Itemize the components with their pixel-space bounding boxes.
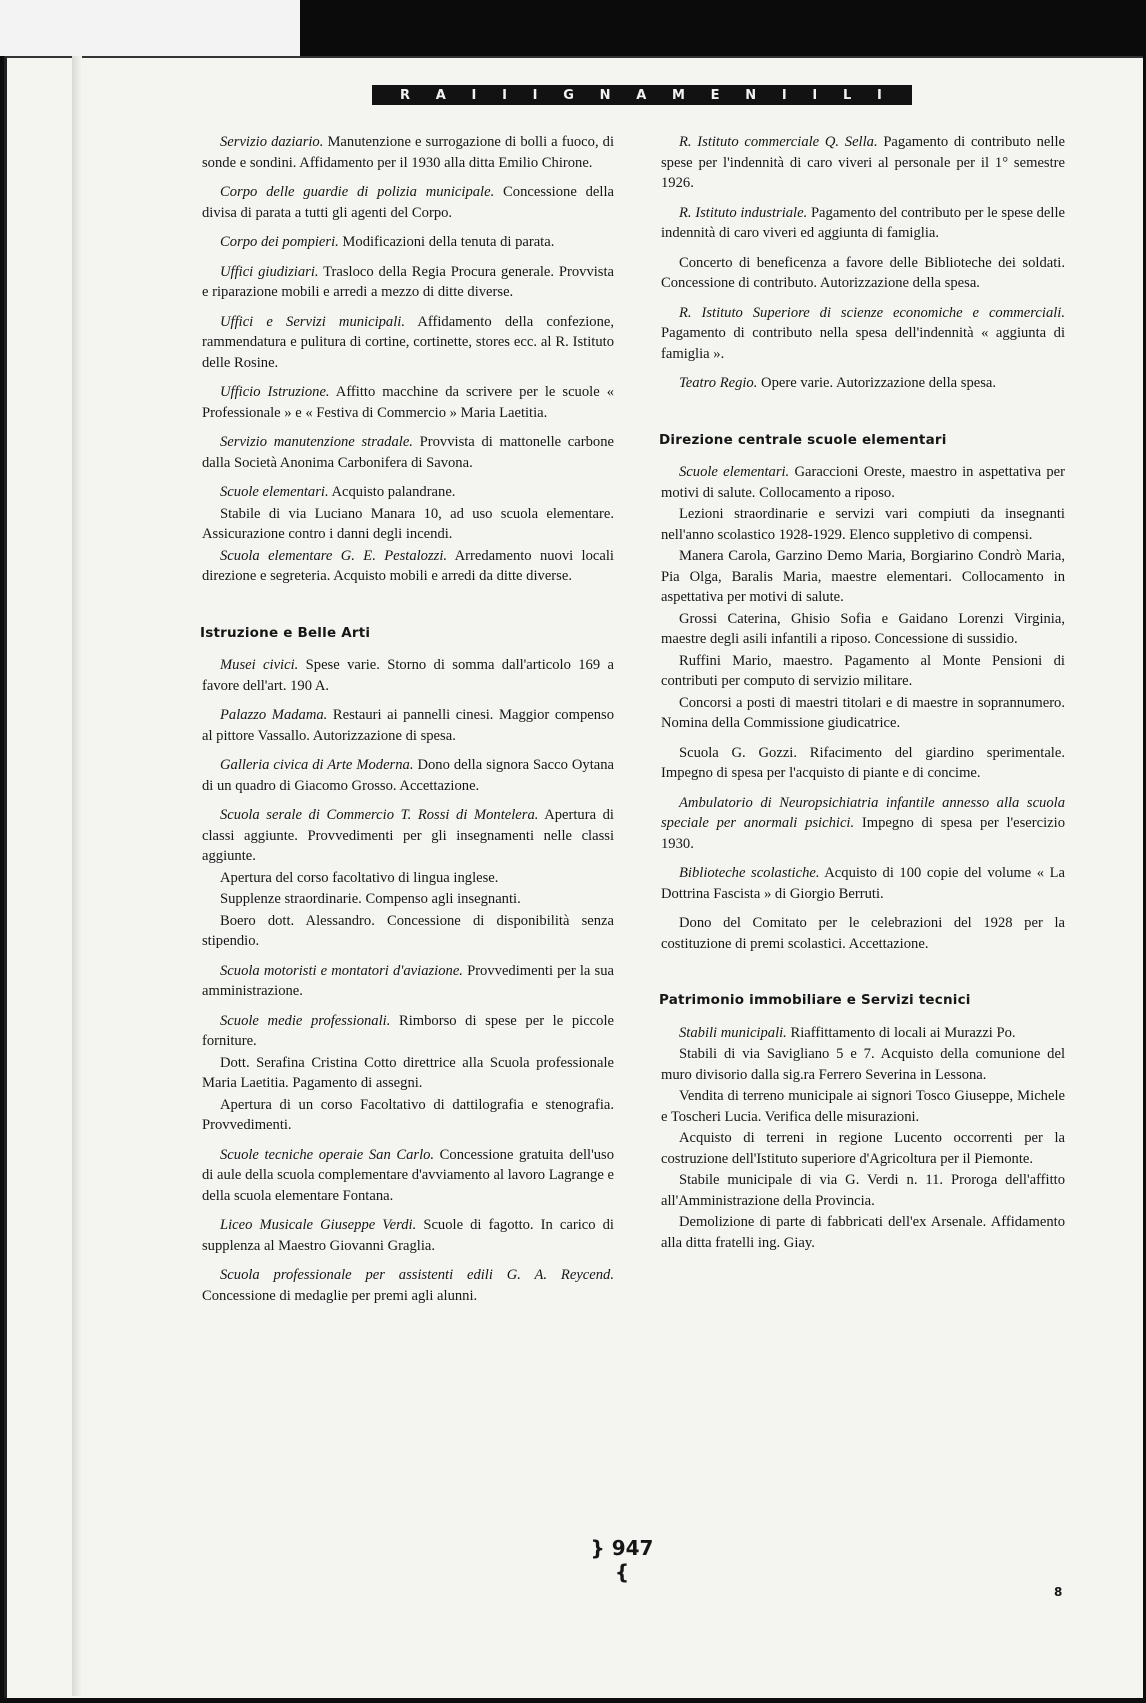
entry-text: Ruffini Mario, maestro. Pagamento al Monte Pensioni di contributi per computo di servizio militare. xyxy=(661,652,1065,689)
entry-text: Grossi Caterina, Ghisio Sofia e Gaidano Lorenzi Virginia, maestre degli asili infantili a riposo. Concessione di sussidio. xyxy=(661,610,1065,647)
banner-letter: G xyxy=(563,87,576,103)
entry-paragraph xyxy=(661,1212,1065,1253)
banner-letter: I xyxy=(781,87,789,103)
entry-paragraph xyxy=(661,609,1065,650)
entry-paragraph xyxy=(661,373,1065,394)
entry-text: Pagamento di contributo nella spesa dell'indennità « aggiunta di famiglia ». xyxy=(661,325,1065,362)
entry-text: Concessione gratuita dell'uso di aule della scuola complementare d'avviamento al lavoro Lagrange e della scuola elementare Fontana. xyxy=(202,1146,614,1204)
entry-title: Ambulatorio di Neuropsichiatria infantile annesso alla scuola speciale per anormali psichici. xyxy=(661,794,1065,831)
entry-paragraph xyxy=(202,312,614,374)
entry-paragraph xyxy=(661,693,1065,734)
entry-text: Apertura di classi aggiunte. Provvedimenti per gli insegnamenti nelle classi aggiunte. xyxy=(202,807,614,864)
entry-paragraph xyxy=(202,1011,614,1052)
entry-title: Palazzo Madama. xyxy=(220,707,328,723)
right-entries-2 xyxy=(661,462,1065,954)
entry-text: Concerto di beneficenza a favore delle Biblioteche dei soldati. Concessione di contributo. Autorizzazione della spesa. xyxy=(661,254,1065,291)
entry-text: Apertura del corso facoltativo di lingua inglese. xyxy=(220,869,499,886)
entry-title: Uffici e Servizi municipali. xyxy=(220,313,405,330)
signature-mark: 8 xyxy=(1054,1585,1063,1599)
entry-text: Garaccioni Oreste, maestro in aspettativa per motivi di salute. Collocamento a riposo. xyxy=(661,464,1065,501)
right-column xyxy=(661,132,1065,1262)
banner-letter: M xyxy=(671,87,687,103)
entry-text: Stabile di via Luciano Manara 10, ad uso scuola elementare. Assicurazione contro i danni degli incendi. xyxy=(202,505,614,542)
banner-letter: E xyxy=(710,87,722,103)
entry-paragraph xyxy=(202,868,614,889)
entry-text: Concessione della divisa di parata a tutti gli agenti del Corpo. xyxy=(202,184,614,221)
entry-paragraph xyxy=(202,182,614,223)
entry-paragraph xyxy=(661,253,1065,294)
section-heading-direzione: Direzione centrale scuole elementari xyxy=(659,431,947,448)
entry-text: Provvedimenti per la sua amministrazione. xyxy=(202,962,614,999)
entry-paragraph xyxy=(202,961,614,1002)
entry-paragraph xyxy=(661,863,1065,904)
entry-title: Scuole elementari. xyxy=(679,464,790,480)
scan-corner xyxy=(0,0,300,56)
entry-title: Uffici giudiziari. xyxy=(220,263,319,280)
entry-paragraph xyxy=(202,1215,614,1256)
banner-letter: I xyxy=(502,87,509,103)
entry-text: Opere varie. Autorizzazione della spesa. xyxy=(757,375,997,391)
entry-text: Vendita di terreno municipale ai signori Tosco Giuseppe, Michele e Toscheri Lucia. Verifica delle misurazioni. xyxy=(661,1088,1065,1125)
entry-text: Riaffittamento di locali ai Murazzi Po. xyxy=(786,1024,1016,1041)
entry-title: Scuole elementari. xyxy=(220,484,329,500)
entry-paragraph xyxy=(661,1170,1065,1211)
section-heading-patrimonio: Patrimonio immobiliare e Servizi tecnici xyxy=(659,992,971,1008)
entry-text: Acquisto di 100 copie del volume « La Dottrina Fascista » di Giorgio Berruti. xyxy=(661,865,1065,902)
entry-title: Scuole medie professionali. xyxy=(220,1012,391,1029)
entry-text: Manera Carola, Garzino Demo Maria, Borgiarino Condrò Maria, Pia Olga, Baralis Maria, maestre elementari. Collocamento in aspettativa per motivi di salute. xyxy=(661,548,1065,605)
entry-text: Dono del Comitato per le celebrazioni del 1928 per la costituzione di premi scolastici. Accettazione. xyxy=(661,915,1065,952)
entry-title: Corpo dei pompieri. xyxy=(220,234,339,250)
entry-paragraph xyxy=(202,432,614,473)
banner-letter: I xyxy=(812,87,820,103)
entry-paragraph xyxy=(202,262,614,303)
entry-title: Ufficio Istruzione. xyxy=(220,384,330,400)
entry-paragraph xyxy=(661,462,1065,503)
entry-text: Dott. Serafina Cristina Cotto direttrice alla Scuola professionale Maria Laetitia. Pagamento di assegni. xyxy=(202,1054,614,1091)
entry-title: R. Istituto industriale. xyxy=(679,204,808,221)
entry-paragraph xyxy=(661,913,1065,954)
entry-text: Scuola G. Gozzi. Rifacimento del giardino sperimentale. Impegno di spesa per l'acquisto di piante e di concime. xyxy=(661,744,1065,781)
left-entries xyxy=(202,132,614,587)
entry-title: Stabili municipali. xyxy=(679,1024,787,1041)
left-column xyxy=(202,132,614,1315)
entry-paragraph xyxy=(661,1023,1065,1044)
entry-title: Scuole tecniche operaie San Carlo. xyxy=(220,1146,435,1163)
entry-paragraph xyxy=(202,911,614,952)
entry-paragraph xyxy=(661,132,1065,194)
entry-paragraph xyxy=(202,755,614,796)
entry-title: Scuola serale di Commercio T. Rossi di Montelera. xyxy=(220,807,539,823)
entry-paragraph xyxy=(661,303,1065,365)
entry-text: Manutenzione e surrogazione di bolli a fuoco, di sonde e sondini. Affidamento per il 1930 alla ditta Emilio Chirone. xyxy=(202,134,614,171)
entry-paragraph xyxy=(661,203,1065,244)
entry-title: Corpo delle guardie di polizia municipale. xyxy=(220,184,495,200)
entry-paragraph xyxy=(661,1086,1065,1127)
entry-text: Affidamento della confezione, rammendatura e pulitura di cortine, cortinette, stores ecc. al R. Istituto delle Rosine. xyxy=(202,313,615,371)
right-entries xyxy=(661,132,1065,394)
entry-text: Affitto macchine da scrivere per le scuole « Professionale » e « Festiva di Commercio » Maria Laetitia. xyxy=(202,384,614,421)
entry-text: Dono della signora Sacco Oytana di un quadro di Giacomo Grosso. Accettazione. xyxy=(202,757,615,794)
banner-letter: N xyxy=(599,87,613,103)
banner-letter: A xyxy=(636,87,649,103)
entry-title: Scuola elementare G. E. Pestalozzi. xyxy=(220,547,448,564)
page-binding-shadow xyxy=(72,56,82,1696)
entry-text: Provvista di mattonelle carbone dalla Società Anonima Carbonifera di Savona. xyxy=(202,434,614,471)
entry-title: Liceo Musicale Giuseppe Verdi. xyxy=(220,1217,417,1233)
entry-paragraph xyxy=(661,1128,1065,1169)
entry-title: Teatro Regio. xyxy=(679,375,758,391)
entry-text: Pagamento di contributo nelle spese per l'indennità di caro viveri al personale per il 1° semestre 1926. xyxy=(661,134,1065,191)
banner-letter: I xyxy=(471,87,479,103)
entry-text: Concorsi a posti di maestri titolari e di maestre in soprannumero. Nomina della Commissione giudicatrice. xyxy=(661,694,1065,731)
entry-text: Stabile municipale di via G. Verdi n. 11. Proroga dell'affitto all'Amministrazione della Provincia. xyxy=(661,1172,1065,1209)
entry-text: Supplenze straordinarie. Compenso agli insegnanti. xyxy=(220,891,521,907)
entry-paragraph xyxy=(661,793,1065,855)
entry-title: Scuola professionale per assistenti edili G. A. Reycend. xyxy=(220,1267,614,1283)
entry-paragraph xyxy=(202,504,614,545)
running-header-banner xyxy=(372,85,912,105)
entry-paragraph xyxy=(202,1095,614,1136)
banner-letter: I xyxy=(532,87,540,103)
entry-title: Servizio daziario. xyxy=(220,134,324,150)
entry-text: Impegno di spesa per l'esercizio 1930. xyxy=(661,815,1065,852)
entry-title: Scuola motoristi e montatori d'aviazione. xyxy=(220,962,463,979)
entry-title: R. Istituto commerciale Q. Sella. xyxy=(679,134,878,150)
entry-text: Demolizione di parte di fabbricati dell'ex Arsenale. Affidamento alla ditta fratelli ing. Giay. xyxy=(661,1214,1065,1251)
entry-paragraph xyxy=(202,1053,614,1094)
entry-paragraph xyxy=(202,1265,614,1306)
entry-text: Restauri ai pannelli cinesi. Maggior compenso al pittore Vassallo. Autorizzazione di spesa. xyxy=(202,707,615,744)
entry-text: Rimborso di spese per le piccole forniture. xyxy=(202,1012,614,1049)
entry-paragraph xyxy=(202,232,614,253)
entry-paragraph xyxy=(202,805,614,867)
right-entries-3 xyxy=(661,1023,1065,1254)
entry-paragraph xyxy=(202,132,614,173)
banner-letter: N xyxy=(745,87,759,103)
entry-paragraph xyxy=(202,889,614,910)
entry-text: Apertura di un corso Facoltativo di dattilografia e stenografia. Provvedimenti. xyxy=(202,1096,614,1133)
entry-text: Pagamento del contributo per le spese delle indennità di caro viveri ed aggiunta di famiglia. xyxy=(661,204,1065,241)
entry-paragraph xyxy=(202,655,614,696)
entry-paragraph xyxy=(202,382,614,423)
entry-text: Modificazioni della tenuta di parata. xyxy=(338,234,555,250)
entry-paragraph xyxy=(661,546,1065,608)
left-entries-2 xyxy=(202,655,614,1306)
entry-text: Trasloco della Regia Procura generale. Provvista e riparazione mobili e arredi a mezzo di ditte diverse. xyxy=(202,263,615,300)
banner-letter: R xyxy=(400,87,413,103)
entry-text: Concessione di medaglie per premi agli alunni. xyxy=(202,1287,478,1304)
entry-text: Stabili di via Savigliano 5 e 7. Acquisto della comunione del muro divisorio dalla sig.ra Ferrero Severina in Lessona. xyxy=(661,1046,1065,1083)
entry-text: Arredamento nuovi locali direzione e segreteria. Acquisto mobili e arredi da ditte diverse. xyxy=(202,547,614,584)
entry-text: Acquisto palandrane. xyxy=(328,484,456,500)
entry-text: Acquisto di terreni in regione Lucento occorrenti per la costruzione dell'Istituto superiore d'Agricoltura per il Piemonte. xyxy=(661,1130,1065,1167)
entry-paragraph xyxy=(202,1145,614,1207)
entry-title: Biblioteche scolastiche. xyxy=(679,865,820,881)
entry-title: Galleria civica di Arte Moderna. xyxy=(220,757,414,773)
section-heading-istruzione: Istruzione e Belle Arti xyxy=(200,624,371,641)
entry-text: Lezioni straordinarie e servizi vari compiuti da insegnanti nell'anno scolastico 1928-1929. Elenco suppletivo di compensi. xyxy=(661,506,1065,543)
banner-letter: L xyxy=(842,87,854,103)
entry-paragraph xyxy=(661,743,1065,784)
entry-paragraph xyxy=(202,482,614,503)
entry-paragraph xyxy=(202,546,614,587)
entry-paragraph xyxy=(661,504,1065,545)
entry-title: R. Istituto Superiore di scienze economiche e commerciali. xyxy=(679,304,1065,321)
entry-paragraph xyxy=(661,1044,1065,1085)
entry-text: Scuole di fagotto. In carico di supplenza al Maestro Giovanni Graglia. xyxy=(202,1217,614,1254)
page-number: } 947 { xyxy=(590,1536,654,1584)
entry-title: Servizio manutenzione stradale. xyxy=(220,434,413,450)
entry-paragraph xyxy=(661,651,1065,692)
banner-letter: I xyxy=(877,87,884,103)
entry-text: Spese varie. Storno di somma dall'articolo 169 a favore dell'art. 190 A. xyxy=(202,657,614,694)
entry-title: Musei civici. xyxy=(220,657,299,673)
banner-letter: A xyxy=(435,87,448,103)
entry-paragraph xyxy=(202,705,614,746)
entry-text: Boero dott. Alessandro. Concessione di disponibilità senza stipendio. xyxy=(202,912,614,949)
